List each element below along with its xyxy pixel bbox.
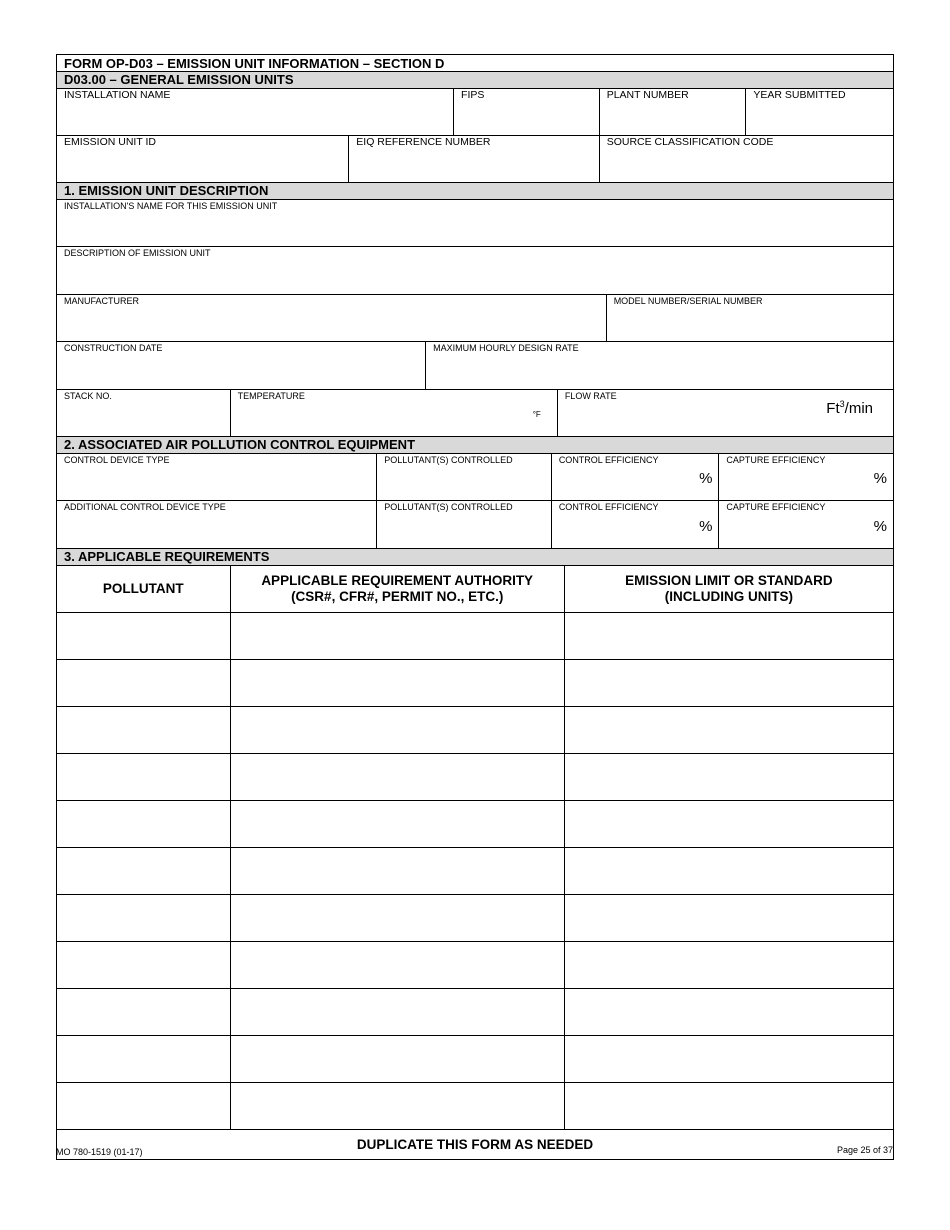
requirements-header-row xyxy=(56,566,894,613)
form-number: MO 780-1519 (01-17) xyxy=(56,1147,143,1157)
control-device-type-label: CONTROL DEVICE TYPE xyxy=(64,455,170,465)
section3-heading: 3. APPLICABLE REQUIREMENTS xyxy=(56,549,894,566)
percent-unit: % xyxy=(699,470,713,487)
pollutant-cell[interactable] xyxy=(57,989,231,1035)
pollutant-cell[interactable] xyxy=(57,613,231,659)
description-label: DESCRIPTION OF EMISSION UNIT xyxy=(64,248,211,258)
construction-date-field[interactable] xyxy=(57,342,426,389)
stack-row xyxy=(56,390,894,437)
section1-heading: 1. EMISSION UNIT DESCRIPTION xyxy=(56,183,894,200)
limit-header-line1: EMISSION LIMIT OR STANDARD xyxy=(625,573,833,588)
authority-cell[interactable] xyxy=(231,801,565,847)
flow-rate-unit xyxy=(826,399,873,417)
flow-unit-tail: /min xyxy=(844,400,873,417)
pollutants-controlled-field[interactable] xyxy=(377,454,552,500)
emission-limit-cell[interactable] xyxy=(565,613,893,659)
control-efficiency-label: CONTROL EFFICIENCY xyxy=(558,455,659,465)
stack-no-field[interactable] xyxy=(57,390,231,436)
construction-row xyxy=(56,342,894,390)
table-row xyxy=(56,848,894,895)
construction-date-label: CONSTRUCTION DATE xyxy=(64,343,163,353)
temperature-field[interactable] xyxy=(231,390,558,436)
authority-cell[interactable] xyxy=(231,848,565,894)
installation-row xyxy=(56,89,894,136)
pollutant-cell[interactable] xyxy=(57,1083,231,1129)
pollutant-cell[interactable] xyxy=(57,895,231,941)
additional-control-device-type-label: ADDITIONAL CONTROL DEVICE TYPE xyxy=(64,502,226,512)
authority-header-line2: (CSR#, CFR#, PERMIT NO., ETC.) xyxy=(291,589,504,604)
table-row xyxy=(56,989,894,1036)
emission-limit-cell[interactable] xyxy=(565,754,893,800)
pollutants-controlled-label: POLLUTANT(S) CONTROLLED xyxy=(384,502,513,512)
model-serial-field[interactable] xyxy=(607,295,893,341)
authority-cell[interactable] xyxy=(231,754,565,800)
stack-no-label: STACK NO. xyxy=(64,391,112,401)
pollutant-cell[interactable] xyxy=(57,660,231,706)
emission-limit-cell[interactable] xyxy=(565,1036,893,1082)
fahrenheit-unit: °F xyxy=(532,410,541,419)
pollutants-controlled-field-2[interactable] xyxy=(377,501,552,548)
plant-number-field[interactable] xyxy=(600,89,747,135)
emission-unit-form xyxy=(56,54,894,1160)
pollutant-cell[interactable] xyxy=(57,1036,231,1082)
control-efficiency-field[interactable] xyxy=(552,454,720,500)
authority-cell[interactable] xyxy=(231,707,565,753)
emission-limit-cell[interactable] xyxy=(565,660,893,706)
requirements-rows xyxy=(56,613,894,1130)
manufacturer-label: MANUFACTURER xyxy=(64,296,140,306)
column-header-emission-limit xyxy=(565,566,893,612)
percent-unit: % xyxy=(699,518,713,535)
pollutant-header-label: POLLUTANT xyxy=(102,581,184,596)
manufacturer-field[interactable] xyxy=(57,295,607,341)
authority-cell[interactable] xyxy=(231,989,565,1035)
pollutant-cell[interactable] xyxy=(57,707,231,753)
plant-number-label: PLANT NUMBER xyxy=(606,89,689,101)
emission-limit-cell[interactable] xyxy=(565,989,893,1035)
fips-label: FIPS xyxy=(461,89,485,101)
table-row xyxy=(56,660,894,707)
eiq-reference-label: EIQ REFERENCE NUMBER xyxy=(356,136,491,148)
unit-name-field[interactable] xyxy=(57,200,893,246)
capture-efficiency-label: CAPTURE EFFICIENCY xyxy=(726,455,826,465)
unit-name-row xyxy=(56,200,894,247)
flow-unit-sup: 3 xyxy=(839,399,845,409)
pollutant-cell[interactable] xyxy=(57,848,231,894)
manufacturer-row xyxy=(56,295,894,342)
limit-header-line2: (INCLUDING UNITS) xyxy=(664,589,794,604)
table-row xyxy=(56,895,894,942)
emission-limit-cell[interactable] xyxy=(565,1083,893,1129)
table-row xyxy=(56,942,894,989)
emission-limit-cell[interactable] xyxy=(565,707,893,753)
page-number: Page 25 of 37 xyxy=(836,1145,893,1155)
table-row xyxy=(56,613,894,660)
form-title: FORM OP-D03 – EMISSION UNIT INFORMATION – SECTION D xyxy=(56,54,894,72)
emission-limit-cell[interactable] xyxy=(565,895,893,941)
emission-limit-cell[interactable] xyxy=(565,801,893,847)
pollutant-cell[interactable] xyxy=(57,801,231,847)
authority-cell[interactable] xyxy=(231,613,565,659)
authority-cell[interactable] xyxy=(231,1036,565,1082)
installation-name-field[interactable] xyxy=(57,89,454,135)
table-row xyxy=(56,1036,894,1083)
emission-unit-id-label: EMISSION UNIT ID xyxy=(64,136,156,148)
pollutant-cell[interactable] xyxy=(57,754,231,800)
table-row xyxy=(56,801,894,848)
year-submitted-field[interactable] xyxy=(746,89,893,135)
table-row xyxy=(56,1083,894,1130)
control-device-row xyxy=(56,454,894,501)
emission-limit-cell[interactable] xyxy=(565,848,893,894)
additional-control-device-type-field[interactable] xyxy=(57,501,377,548)
capture-efficiency-field-2[interactable] xyxy=(719,501,893,548)
model-serial-label: MODEL NUMBER/SERIAL NUMBER xyxy=(613,296,763,306)
table-row xyxy=(56,754,894,801)
control-efficiency-field-2[interactable] xyxy=(552,501,720,548)
description-field[interactable] xyxy=(57,247,893,294)
unit-name-label: INSTALLATION'S NAME FOR THIS EMISSION UNIT xyxy=(64,201,278,211)
scc-field[interactable] xyxy=(600,136,893,182)
emission-limit-cell[interactable] xyxy=(565,942,893,988)
temperature-label: TEMPERATURE xyxy=(237,391,305,401)
emission-unit-id-field[interactable] xyxy=(57,136,349,182)
percent-unit: % xyxy=(873,470,888,487)
capture-efficiency-field[interactable] xyxy=(719,454,893,500)
emission-unit-id-row xyxy=(56,136,894,183)
authority-cell[interactable] xyxy=(231,1083,565,1129)
max-hourly-rate-field[interactable] xyxy=(426,342,893,389)
description-row xyxy=(56,247,894,295)
section2-heading: 2. ASSOCIATED AIR POLLUTION CONTROL EQUIPMENT xyxy=(56,437,894,454)
control-efficiency-label: CONTROL EFFICIENCY xyxy=(558,502,659,512)
year-submitted-label: YEAR SUBMITTED xyxy=(753,89,846,101)
authority-cell[interactable] xyxy=(231,895,565,941)
authority-cell[interactable] xyxy=(231,942,565,988)
flow-rate-label: FLOW RATE xyxy=(564,391,617,401)
additional-control-device-row xyxy=(56,501,894,549)
pollutants-controlled-label: POLLUTANT(S) CONTROLLED xyxy=(384,455,513,465)
max-hourly-rate-label: MAXIMUM HOURLY DESIGN RATE xyxy=(433,343,579,353)
flow-rate-field[interactable] xyxy=(558,390,893,436)
eiq-reference-field[interactable] xyxy=(349,136,599,182)
percent-unit: % xyxy=(873,518,888,535)
fips-field[interactable] xyxy=(454,89,600,135)
pollutant-cell[interactable] xyxy=(57,942,231,988)
column-header-authority xyxy=(231,566,565,612)
control-device-type-field[interactable] xyxy=(57,454,377,500)
subtitle-banner: D03.00 – GENERAL EMISSION UNITS xyxy=(56,72,894,89)
authority-header-line1: APPLICABLE REQUIREMENT AUTHORITY xyxy=(261,573,534,588)
capture-efficiency-label: CAPTURE EFFICIENCY xyxy=(726,502,826,512)
column-header-pollutant xyxy=(57,566,231,612)
authority-cell[interactable] xyxy=(231,660,565,706)
scc-label: SOURCE CLASSIFICATION CODE xyxy=(606,136,774,148)
flow-unit-base: Ft xyxy=(826,400,840,417)
installation-name-label: INSTALLATION NAME xyxy=(64,89,171,101)
duplicate-note: DUPLICATE THIS FORM AS NEEDED xyxy=(56,1130,894,1160)
table-row xyxy=(56,707,894,754)
